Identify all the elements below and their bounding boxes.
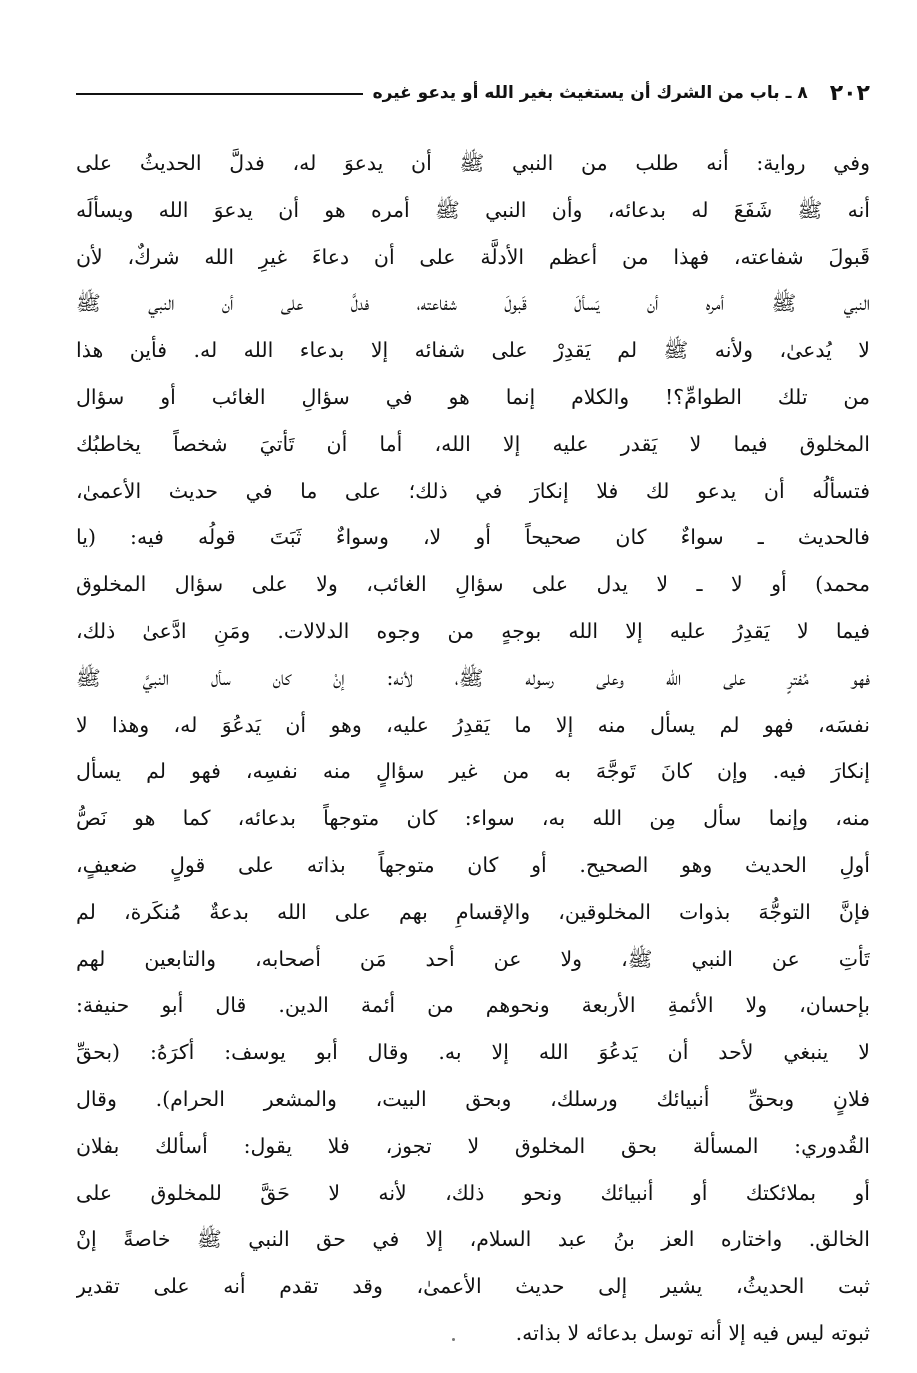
body-text <box>76 140 870 1357</box>
text-line: فيما لا يَقدِرُ عليه إلا الله بوجهٍ من وجوه الدلالات. ومَنِ ادَّعىٰ ذلك، <box>76 618 870 643</box>
text-line: فلانٍ وبحقِّ أنبيائك ورسلك، وبحق البيت، والمشعر الحرام). وقال <box>76 1086 870 1111</box>
text-line: فهو مُفترٍ على الله وعلى رسوله ﷺ، لأنه: إنْ كان سأل النبيَّ ﷺ <box>76 665 870 690</box>
text-line: المخلوق فيما لا يَقدر عليه إلا الله، أما أن تَأتيَ شخصاً يخاطبُك <box>76 431 870 456</box>
text-line: ثبت الحديثُ، يشير إلى حديث الأعمىٰ، وقد تقدم أنه على تقدير <box>76 1274 870 1299</box>
text-line: أنه ﷺ شَفَعَ له بدعائه، وأن النبي ﷺ أمره هو أن يدعوَ الله ويسألَه <box>76 197 870 222</box>
text-line: القُدوري: المسألة بحق المخلوق لا تجوز، فلا يقول: أسألك بفلان <box>76 1133 870 1158</box>
text-line: أو بملائكتك أو أنبيائك ونحو ذلك، لأنه لا حَقَّ للمخلوق على <box>76 1180 870 1205</box>
text-line: منه، وإنما سأل مِن الله به، سواء: كان متوجهاً بدعائه، كما هو نَصُّ <box>76 806 870 831</box>
text-line: أولِ الحديث وهو الصحيح. أو كان متوجهاً بذاته على قولٍ ضعيفٍ، <box>76 852 870 877</box>
text-line: فتسألُه أن يدعو لك فلا إنكارَ في ذلك؛ على ما في حديث الأعمىٰ، <box>76 478 870 503</box>
text-line-last: ثبوته ليس فيه إلا أنه توسل بدعائه لا بذاته. <box>515 1320 870 1345</box>
running-title: ٨ ـ باب من الشرك أن يستغيث بغير الله أو يدعو غيره <box>372 83 808 103</box>
text-line: نفسَه، فهو لم يسأل منه إلا ما يَقدِرُ عليه، وهو أن يَدعُوَ له، وهذا لا <box>76 712 870 737</box>
text-line: وفي رواية: أنه طلب من النبي ﷺ أن يدعوَ له، فدلَّ الحديثُ على <box>76 151 870 175</box>
page-number: ٢٠٢ <box>829 80 870 106</box>
text-line: الخالق. واختاره العز بنُ عبد السلام، إلا في حق النبي ﷺ خاصةً إنْ <box>76 1227 870 1252</box>
footer-dot <box>452 1338 455 1341</box>
text-line: لا يُدعىٰ، ولأنه ﷺ لم يَقدِرْ على شفائه إلا بدعاء الله له. فأين هذا <box>76 338 870 363</box>
text-line: محمد) أو لا ـ لا يدل على سؤالِ الغائب، ولا على سؤال المخلوق <box>76 572 870 597</box>
text-line: من تلك الطوامِّ؟! والكلام إنما هو في سؤالِ الغائب أو سؤال <box>76 384 870 409</box>
text-line: قَبولَ شفاعته، فهذا من أعظم الأدلَّة على أن دعاءَ غيرِ الله شركٌ، لأن <box>76 244 870 269</box>
text-line: النبي ﷺ أمره أن يَسألَ قَبولَ شفاعته، فدلَّ على أن النبي ﷺ <box>76 291 870 316</box>
text-line: بإحسان، ولا الأئمةِ الأربعة ونحوهم من أئمة الدين. قال أبو حنيفة: <box>76 993 870 1018</box>
text-line: تَأتِ عن النبي ﷺ، ولا عن أحد مَن أصحابه، والتابعين لهم <box>76 946 870 971</box>
text-line: فالحديث ـ سواءٌ كان صحيحاً أو لا، وسواءٌ ثَبَتَ قولُه فيه: (يا <box>76 525 870 550</box>
text-line: إنكارَ فيه. وإن كانَ تَوجَّهَ به من غير سؤالٍ منه نفسِه، فهو لم يسأل <box>76 759 870 784</box>
header-rule <box>76 93 363 95</box>
text-line: فإنَّ التوجُّهَ بذوات المخلوقين، والإقسامِ بهم على الله بدعةٌ مُنكَرة، لم <box>76 899 870 924</box>
text-line: لا ينبغي لأحد أن يَدعُوَ الله إلا به. وقال أبو يوسف: أكرَهُ: (بحقِّ <box>76 1040 870 1065</box>
page-header <box>76 76 870 110</box>
